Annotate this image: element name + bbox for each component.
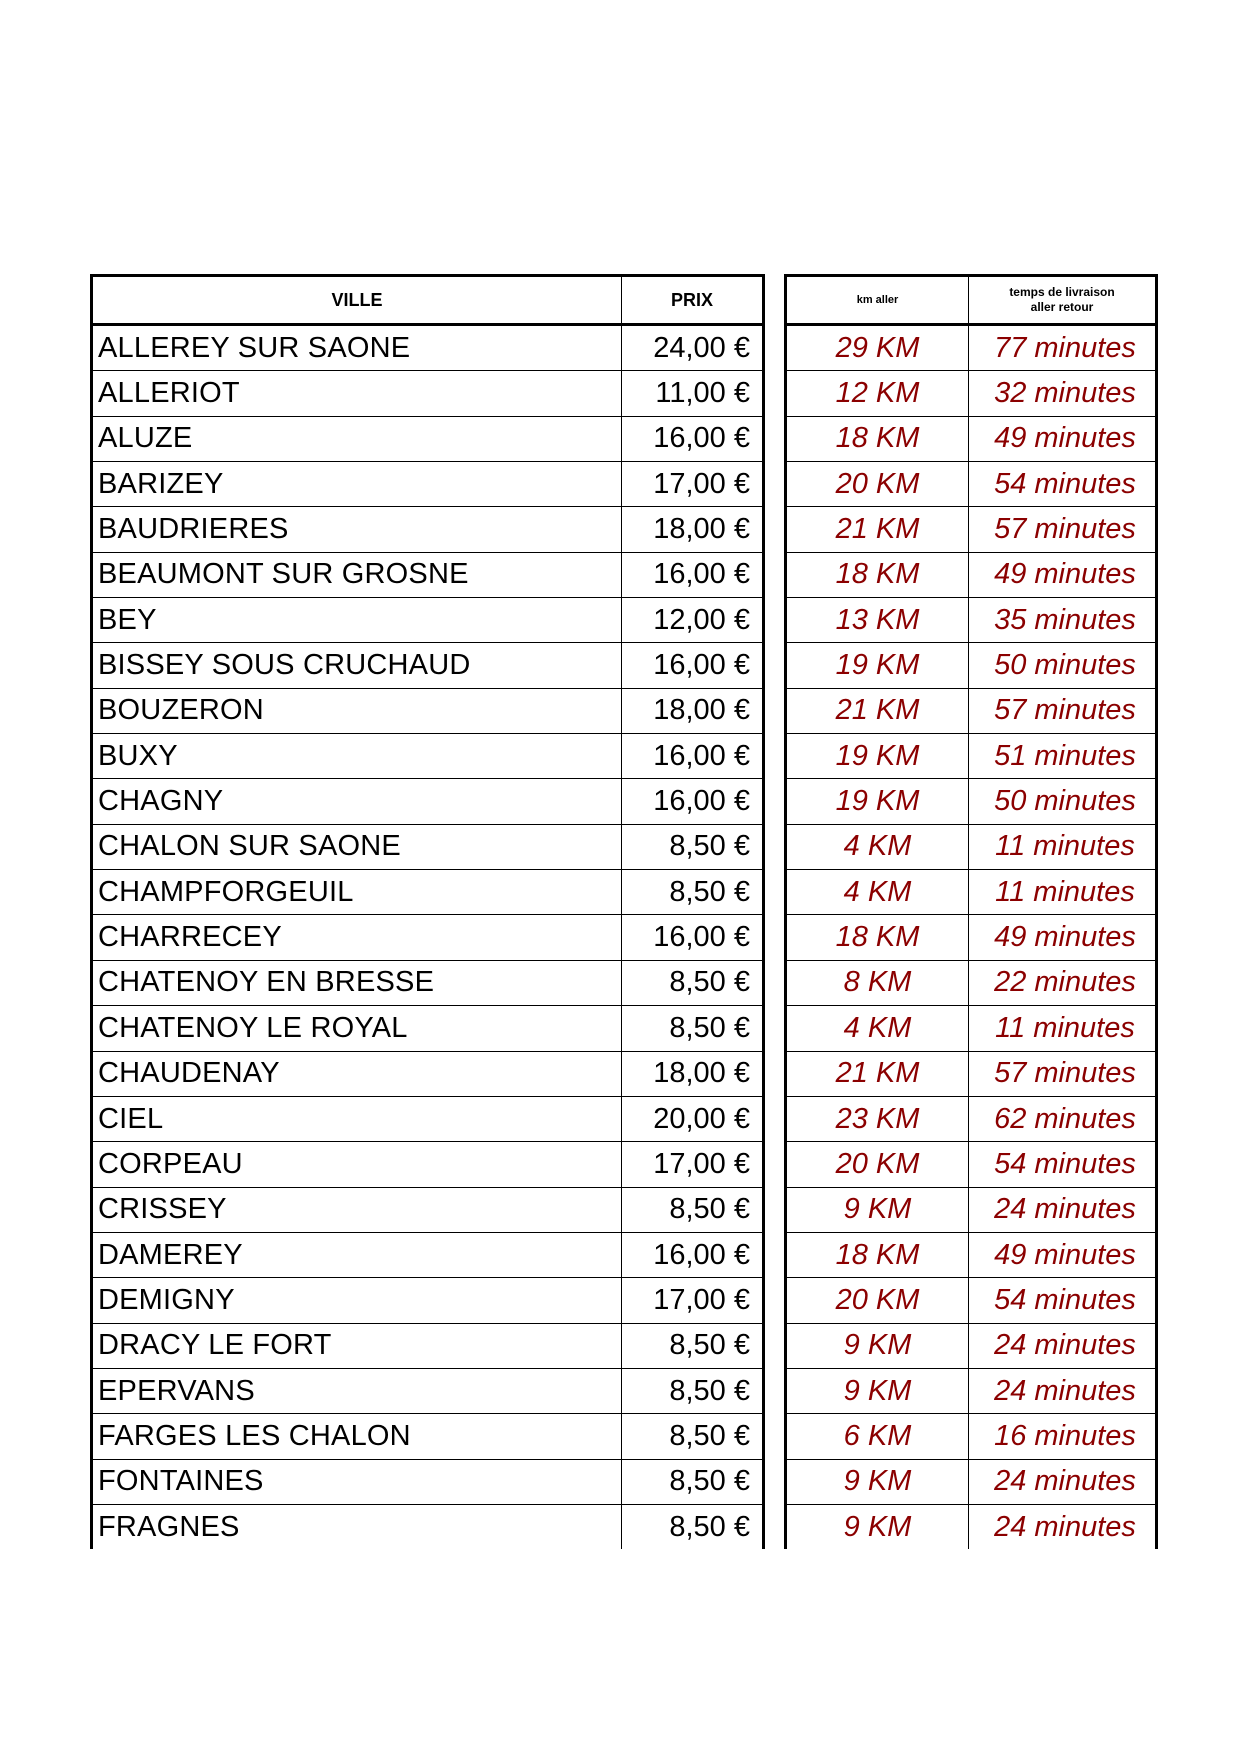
cell-prix: 16,00 € — [622, 416, 764, 461]
cell-ville: CHALON SUR SAONE — [92, 824, 622, 869]
cell-ville: EPERVANS — [92, 1368, 622, 1413]
cell-temps-livraison: 24 minutes — [969, 1323, 1157, 1368]
cell-prix: 18,00 € — [622, 688, 764, 733]
cell-temps-livraison: 24 minutes — [969, 1368, 1157, 1413]
cell-prix: 8,50 € — [622, 960, 764, 1005]
cell-km-aller: 19 KM — [786, 643, 969, 688]
cell-temps-livraison: 54 minutes — [969, 1142, 1157, 1187]
cell-temps-livraison: 57 minutes — [969, 1051, 1157, 1096]
cell-prix: 8,50 € — [622, 1323, 764, 1368]
cell-prix: 8,50 € — [622, 1006, 764, 1051]
price-table-header-row — [92, 276, 764, 325]
table-row — [92, 960, 764, 1005]
table-row — [92, 1368, 764, 1413]
cell-km-aller: 4 KM — [786, 824, 969, 869]
cell-km-aller: 21 KM — [786, 1051, 969, 1096]
table-row — [786, 416, 1157, 461]
delivery-table-body — [786, 325, 1157, 1550]
table-row — [92, 643, 764, 688]
cell-temps-livraison: 11 minutes — [969, 1006, 1157, 1051]
cell-prix: 16,00 € — [622, 643, 764, 688]
cell-temps-livraison: 57 minutes — [969, 507, 1157, 552]
table-row — [786, 1459, 1157, 1504]
cell-km-aller: 9 KM — [786, 1368, 969, 1413]
cell-ville: DEMIGNY — [92, 1278, 622, 1323]
cell-ville: BEY — [92, 598, 622, 643]
cell-ville: CHAUDENAY — [92, 1051, 622, 1096]
cell-temps-livraison: 49 minutes — [969, 552, 1157, 597]
table-row — [92, 1006, 764, 1051]
cell-temps-livraison: 32 minutes — [969, 371, 1157, 416]
cell-prix: 8,50 € — [622, 824, 764, 869]
cell-temps-livraison: 11 minutes — [969, 870, 1157, 915]
table-row — [786, 1323, 1157, 1368]
price-table-body — [92, 325, 764, 1550]
header-prix: PRIX — [622, 276, 764, 325]
table-row — [92, 824, 764, 869]
cell-ville: CHATENOY LE ROYAL — [92, 1006, 622, 1051]
table-row — [786, 1187, 1157, 1232]
table-row — [786, 598, 1157, 643]
cell-km-aller: 8 KM — [786, 960, 969, 1005]
table-row — [92, 416, 764, 461]
table-row — [786, 1368, 1157, 1413]
cell-km-aller: 18 KM — [786, 1232, 969, 1277]
table-row — [92, 870, 764, 915]
cell-km-aller: 20 KM — [786, 462, 969, 507]
cell-km-aller: 20 KM — [786, 1142, 969, 1187]
cell-km-aller: 23 KM — [786, 1096, 969, 1141]
cell-ville: CHAGNY — [92, 779, 622, 824]
cell-temps-livraison: 50 minutes — [969, 643, 1157, 688]
cell-ville: BUXY — [92, 734, 622, 779]
cell-prix: 12,00 € — [622, 598, 764, 643]
table-row — [92, 325, 764, 371]
table-row — [786, 552, 1157, 597]
cell-temps-livraison: 57 minutes — [969, 688, 1157, 733]
table-row — [92, 598, 764, 643]
delivery-table — [784, 274, 1158, 1549]
cell-ville: BOUZERON — [92, 688, 622, 733]
cell-temps-livraison: 62 minutes — [969, 1096, 1157, 1141]
table-row — [92, 1142, 764, 1187]
table-row — [92, 688, 764, 733]
cell-temps-livraison: 22 minutes — [969, 960, 1157, 1005]
cell-prix: 8,50 € — [622, 1459, 764, 1504]
cell-prix: 8,50 € — [622, 1187, 764, 1232]
cell-temps-livraison: 49 minutes — [969, 915, 1157, 960]
table-row — [786, 1006, 1157, 1051]
cell-temps-livraison: 77 minutes — [969, 325, 1157, 371]
cell-km-aller: 4 KM — [786, 870, 969, 915]
cell-prix: 8,50 € — [622, 1504, 764, 1549]
table-row — [786, 1278, 1157, 1323]
table-row — [92, 1323, 764, 1368]
cell-temps-livraison: 24 minutes — [969, 1187, 1157, 1232]
cell-prix: 11,00 € — [622, 371, 764, 416]
table-row — [786, 1232, 1157, 1277]
table-row — [786, 507, 1157, 552]
header-temps-line1: temps de livraison — [1009, 285, 1115, 299]
cell-prix: 8,50 € — [622, 1414, 764, 1459]
table-row — [92, 371, 764, 416]
cell-prix: 20,00 € — [622, 1096, 764, 1141]
cell-km-aller: 9 KM — [786, 1323, 969, 1368]
table-row — [786, 1414, 1157, 1459]
header-km-aller: km aller — [786, 276, 969, 325]
table-row — [92, 1096, 764, 1141]
cell-temps-livraison: 50 minutes — [969, 779, 1157, 824]
table-row — [786, 1142, 1157, 1187]
cell-ville: CHATENOY EN BRESSE — [92, 960, 622, 1005]
cell-temps-livraison: 54 minutes — [969, 1278, 1157, 1323]
header-ville: VILLE — [92, 276, 622, 325]
table-row — [92, 1187, 764, 1232]
cell-prix: 17,00 € — [622, 1278, 764, 1323]
cell-ville: ALUZE — [92, 416, 622, 461]
table-row — [92, 552, 764, 597]
cell-km-aller: 9 KM — [786, 1187, 969, 1232]
cell-km-aller: 21 KM — [786, 688, 969, 733]
cell-km-aller: 18 KM — [786, 416, 969, 461]
cell-ville: FRAGNES — [92, 1504, 622, 1549]
table-row — [92, 1232, 764, 1277]
cell-temps-livraison: 16 minutes — [969, 1414, 1157, 1459]
cell-prix: 18,00 € — [622, 1051, 764, 1096]
cell-ville: BARIZEY — [92, 462, 622, 507]
cell-temps-livraison: 11 minutes — [969, 824, 1157, 869]
cell-ville: BISSEY SOUS CRUCHAUD — [92, 643, 622, 688]
cell-ville: ALLERIOT — [92, 371, 622, 416]
cell-km-aller: 29 KM — [786, 325, 969, 371]
cell-temps-livraison: 54 minutes — [969, 462, 1157, 507]
cell-prix: 16,00 € — [622, 915, 764, 960]
table-row — [92, 462, 764, 507]
cell-km-aller: 19 KM — [786, 734, 969, 779]
table-row — [92, 1051, 764, 1096]
table-row — [92, 1278, 764, 1323]
cell-km-aller: 12 KM — [786, 371, 969, 416]
cell-prix: 18,00 € — [622, 507, 764, 552]
cell-ville: FONTAINES — [92, 1459, 622, 1504]
cell-ville: CIEL — [92, 1096, 622, 1141]
table-row — [786, 688, 1157, 733]
cell-prix: 17,00 € — [622, 462, 764, 507]
cell-km-aller: 4 KM — [786, 1006, 969, 1051]
cell-ville: DAMEREY — [92, 1232, 622, 1277]
cell-km-aller: 6 KM — [786, 1414, 969, 1459]
table-row — [92, 507, 764, 552]
cell-km-aller: 13 KM — [786, 598, 969, 643]
cell-ville: BAUDRIERES — [92, 507, 622, 552]
table-row — [92, 1459, 764, 1504]
cell-prix: 16,00 € — [622, 552, 764, 597]
cell-prix: 8,50 € — [622, 1368, 764, 1413]
table-row — [786, 462, 1157, 507]
cell-km-aller: 20 KM — [786, 1278, 969, 1323]
table-row — [786, 779, 1157, 824]
cell-temps-livraison: 35 minutes — [969, 598, 1157, 643]
cell-temps-livraison: 49 minutes — [969, 1232, 1157, 1277]
header-temps-line2: aller retour — [1030, 300, 1094, 314]
cell-temps-livraison: 51 minutes — [969, 734, 1157, 779]
cell-ville: ALLEREY SUR SAONE — [92, 325, 622, 371]
table-row — [786, 915, 1157, 960]
table-row — [786, 1096, 1157, 1141]
table-row — [92, 734, 764, 779]
cell-temps-livraison: 24 minutes — [969, 1459, 1157, 1504]
table-row — [786, 960, 1157, 1005]
table-row — [786, 371, 1157, 416]
cell-km-aller: 19 KM — [786, 779, 969, 824]
cell-prix: 16,00 € — [622, 779, 764, 824]
table-row — [786, 643, 1157, 688]
table-row — [786, 870, 1157, 915]
cell-prix: 8,50 € — [622, 870, 764, 915]
cell-ville: CHARRECEY — [92, 915, 622, 960]
cell-ville: FARGES LES CHALON — [92, 1414, 622, 1459]
cell-km-aller: 9 KM — [786, 1459, 969, 1504]
cell-km-aller: 18 KM — [786, 552, 969, 597]
header-temps-livraison — [969, 276, 1157, 325]
cell-km-aller: 21 KM — [786, 507, 969, 552]
cell-ville: CHAMPFORGEUIL — [92, 870, 622, 915]
cell-prix: 24,00 € — [622, 325, 764, 371]
cell-ville: CRISSEY — [92, 1187, 622, 1232]
cell-temps-livraison: 24 minutes — [969, 1504, 1157, 1549]
table-row — [786, 325, 1157, 371]
cell-km-aller: 9 KM — [786, 1504, 969, 1549]
cell-prix: 16,00 € — [622, 1232, 764, 1277]
cell-prix: 16,00 € — [622, 734, 764, 779]
table-row — [92, 779, 764, 824]
cell-prix: 17,00 € — [622, 1142, 764, 1187]
table-row — [786, 824, 1157, 869]
cell-ville: DRACY LE FORT — [92, 1323, 622, 1368]
delivery-table-header-row — [786, 276, 1157, 325]
price-table — [90, 274, 765, 1549]
cell-ville: CORPEAU — [92, 1142, 622, 1187]
table-row — [92, 1504, 764, 1549]
table-row — [786, 1504, 1157, 1549]
cell-temps-livraison: 49 minutes — [969, 416, 1157, 461]
table-row — [92, 915, 764, 960]
cell-ville: BEAUMONT SUR GROSNE — [92, 552, 622, 597]
table-row — [786, 734, 1157, 779]
cell-km-aller: 18 KM — [786, 915, 969, 960]
table-row — [786, 1051, 1157, 1096]
table-row — [92, 1414, 764, 1459]
